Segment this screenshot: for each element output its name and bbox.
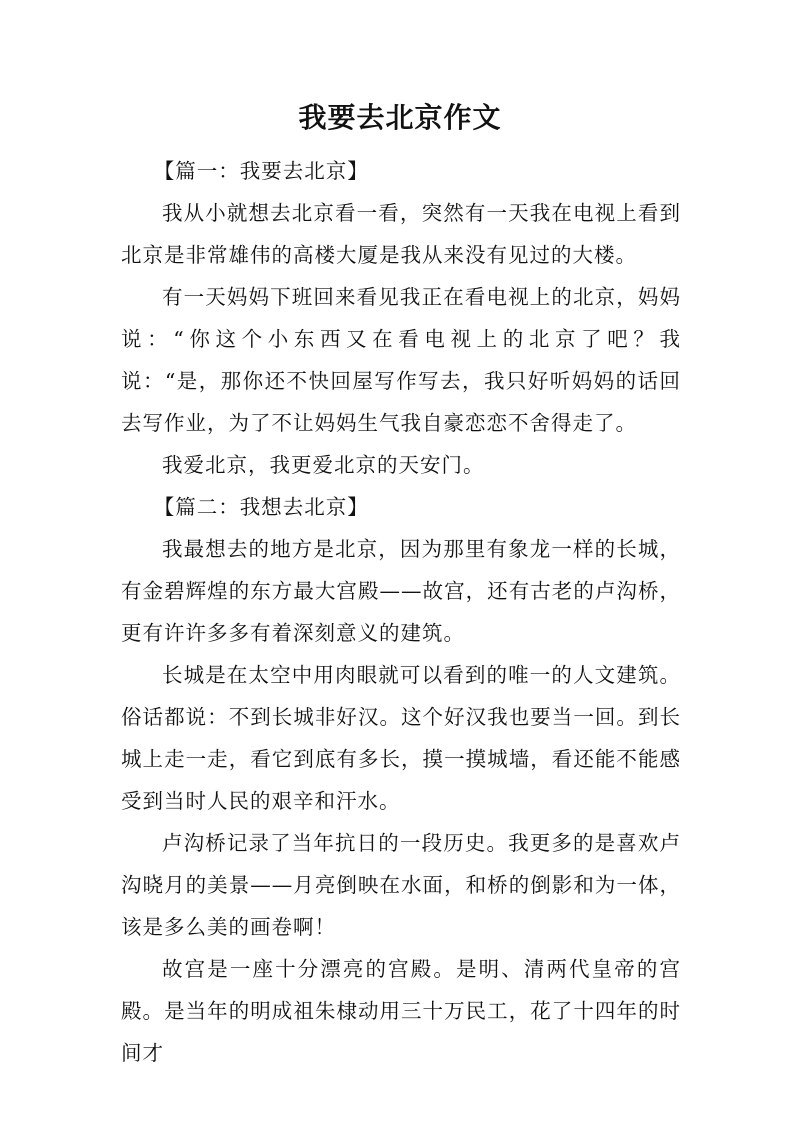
document-body [121,150,681,1074]
section-heading: 【篇一：我要去北京】 [153,159,369,183]
paragraph: 卢沟桥记录了当年抗日的一段历史。我更多的是喜欢卢沟晓月的美景——月亮倒映在水面，和桥的倒影和为一体，该是多么美的画卷啊！ [121,831,681,939]
paragraph: 故宫是一座十分漂亮的宫殿。是明、清两代皇帝的宫殿。是当年的明成祖朱棣动用三十万民工，花了十四年的时间才 [121,957,681,1065]
paragraph: 长城是在太空中用肉眼就可以看到的唯一的人文建筑。俗话都说：不到长城非好汉。这个好汉我也要当一回。到长城上走一走，看它到底有多长，摸一摸城墙，看还能不能感受到当时人民的艰辛和汗水。 [121,663,681,813]
section-heading: 【篇二：我想去北京】 [153,495,369,519]
paragraph: 我爱北京，我更爱北京的天安门。 [162,453,485,477]
paragraph: 我最想去的地方是北京，因为那里有象龙一样的长城，有金碧辉煌的东方最大宫殿——故宫，还有古老的卢沟桥，更有许许多多有着深刻意义的建筑。 [121,537,681,645]
paragraph: 有一天妈妈下班回来看见我正在看电视上的北京，妈妈说：“你这个小东西又在看电视上的北京了吧？我说：“是，那你还不快回屋写作写去，我只好听妈妈的话回去写作业，为了不让妈妈生气我自豪恋恋不舍得走了。 [121,285,681,435]
document-title: 我要去北京作文 [298,101,502,134]
paragraph: 我从小就想去北京看一看，突然有一天我在电视上看到北京是非常雄伟的高楼大厦是我从来没有见过的大楼。 [121,201,681,267]
